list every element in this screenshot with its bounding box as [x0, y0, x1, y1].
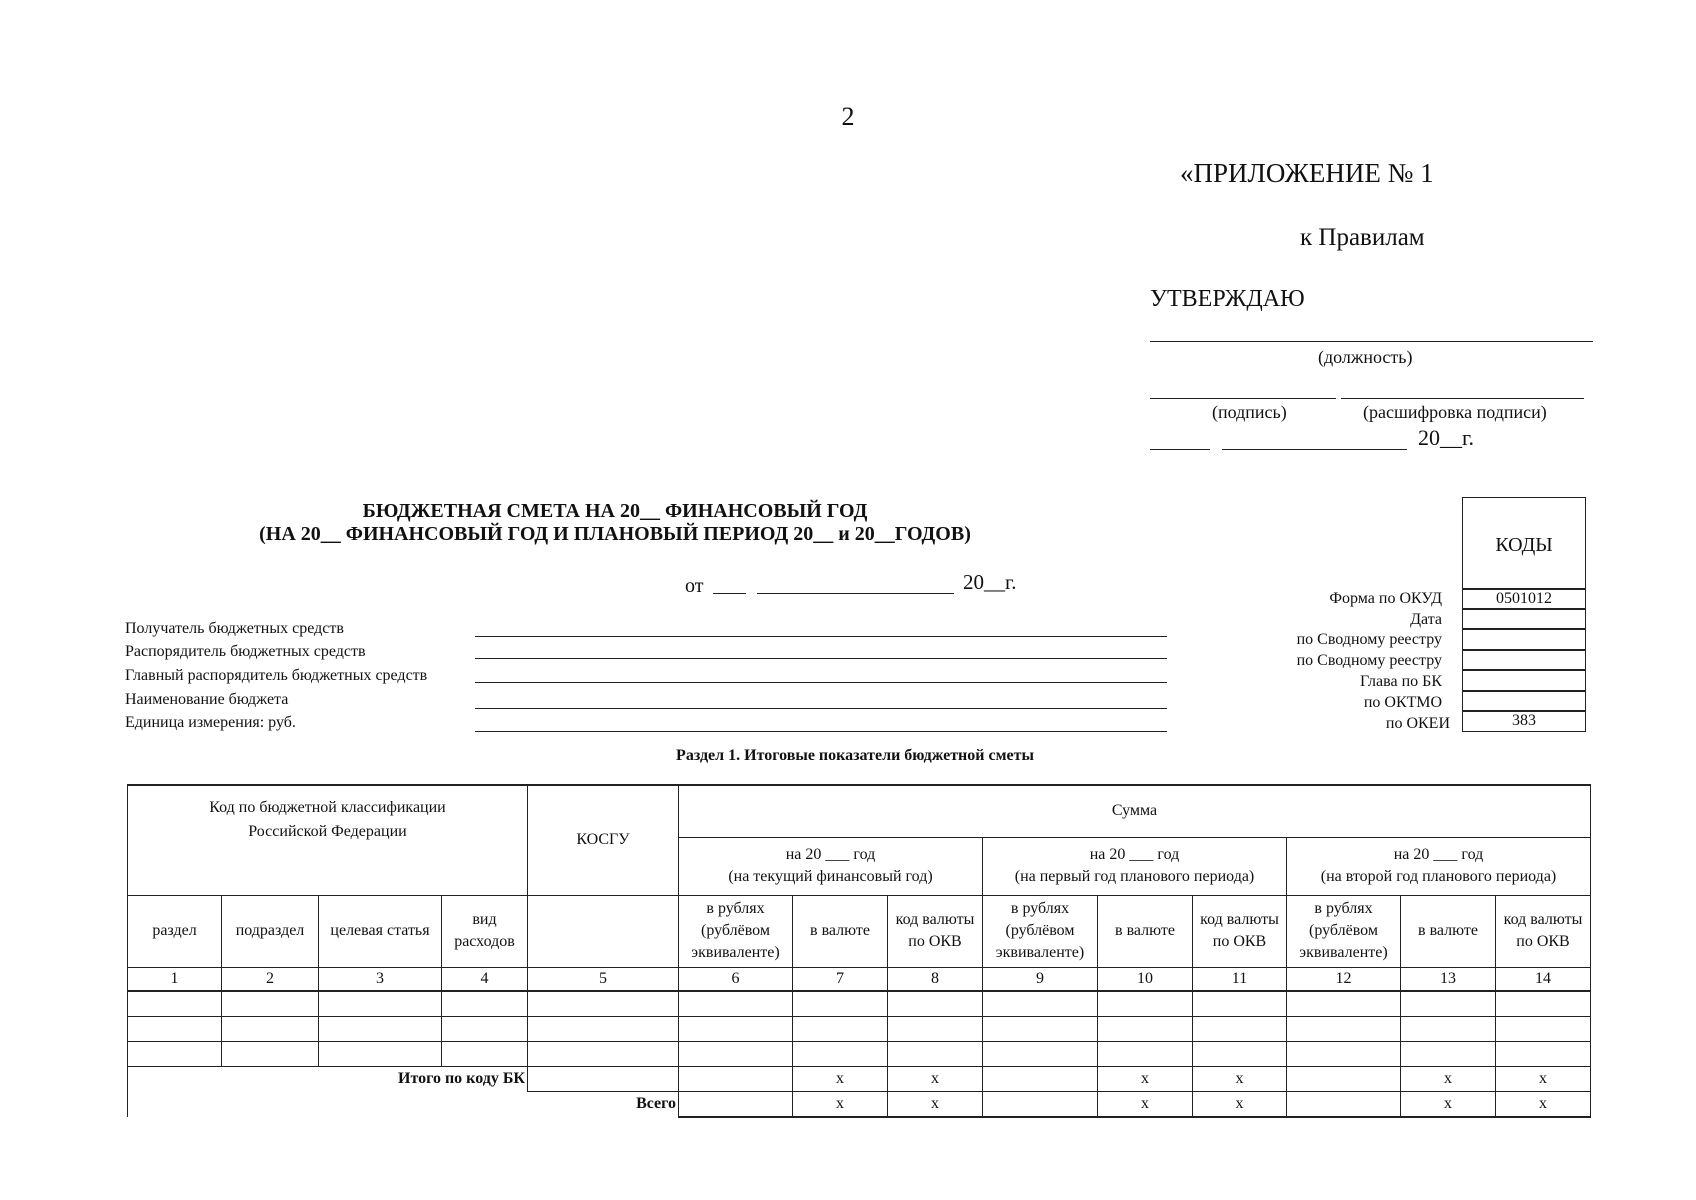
x-mark: x [1401, 1066, 1496, 1091]
x-mark: x [1496, 1091, 1591, 1117]
x-mark: x [1098, 1066, 1193, 1091]
col-number: 14 [1496, 967, 1591, 991]
document-title: БЮДЖЕТНАЯ СМЕТА НА 20__ ФИНАНСОВЫЙ ГОД [362, 500, 868, 522]
chief-manager-line [475, 682, 1167, 683]
codes-header-label: КОДЫ [1495, 534, 1553, 556]
code-label-chapter: Глава по БК [1360, 673, 1442, 690]
code-date [1462, 609, 1586, 629]
code-chapter-bk [1462, 670, 1586, 691]
table-row [128, 991, 1591, 1017]
col-number: 3 [319, 967, 442, 991]
col-okv-3: код валюты по ОКВ [1496, 895, 1591, 967]
total-bk-row [128, 1066, 1591, 1091]
label-unit: Единица измерения: руб. [125, 714, 296, 731]
col-rubles-1: в рублях (рублёвом эквиваленте) [679, 895, 793, 967]
col-section: раздел [128, 895, 222, 967]
bk-code-header: Код по бюджетной классификации Российской Федерации [128, 785, 528, 895]
appendix-title: «ПРИЛОЖЕНИЕ № 1 [1180, 158, 1434, 188]
signature-line [1150, 398, 1336, 399]
code-label-oktmo: по ОКТМО [1363, 694, 1442, 711]
col-okv-2: код валюты по ОКВ [1193, 895, 1287, 967]
appendix-subtitle: к Правилам [1300, 224, 1425, 251]
codes-header [1462, 497, 1586, 589]
page-number: 2 [841, 102, 855, 131]
col-number: 2 [222, 967, 319, 991]
total-bk-label: Итого по коду БК [128, 1066, 528, 1091]
col-number: 1 [128, 967, 222, 991]
code-oktmo [1462, 691, 1586, 711]
label-manager: Распорядитель бюджетных средств [125, 643, 366, 660]
col-currency-2: в валюте [1098, 895, 1193, 967]
approval-year: 20__г. [1418, 425, 1475, 450]
sum-header: Сумма [679, 785, 1591, 837]
date-month-line [757, 593, 954, 594]
x-mark: x [888, 1091, 983, 1117]
month-line [1222, 449, 1407, 450]
code-label-okud: Форма по ОКУД [1329, 590, 1442, 607]
code-label-okei: по ОКЕИ [1385, 715, 1450, 732]
code-label-registry-1: по Сводному реестру [1296, 631, 1442, 648]
label-recipient: Получатель бюджетных средств [125, 620, 344, 637]
decoding-caption: (расшифровка подписи) [1363, 402, 1547, 422]
col-number: 8 [888, 967, 983, 991]
x-mark: x [1193, 1066, 1287, 1091]
position-line [1150, 341, 1593, 342]
x-mark: x [793, 1066, 888, 1091]
table-row [128, 1041, 1591, 1066]
table-row [128, 1016, 1591, 1041]
period-second-header: на 20 ___ год (на второй год планового периода) [1287, 837, 1591, 895]
col-number: 5 [528, 967, 679, 991]
total-all-label: Всего [528, 1091, 679, 1117]
day-line [1150, 449, 1210, 450]
col-kosgu-spacer [528, 895, 679, 967]
x-mark: x [888, 1066, 983, 1091]
position-caption: (должность) [1318, 347, 1413, 367]
col-okv-1: код валюты по ОКВ [888, 895, 983, 967]
col-number: 6 [679, 967, 793, 991]
code-label-date: Дата [1410, 611, 1442, 628]
col-target-article: целевая статья [319, 895, 442, 967]
col-rubles-2: в рублях (рублёвом эквиваленте) [983, 895, 1098, 967]
code-registry-1 [1462, 629, 1586, 650]
col-currency-3: в валюте [1401, 895, 1496, 967]
kosgu-header: КОСГУ [528, 785, 679, 895]
code-okud: 0501012 [1462, 589, 1586, 609]
estimate-table [127, 784, 1591, 1118]
col-number: 9 [983, 967, 1098, 991]
col-number: 11 [1193, 967, 1287, 991]
section-title: Раздел 1. Итоговые показатели бюджетной сметы [676, 747, 1034, 764]
date-prefix: от [685, 575, 704, 597]
period-current-header: на 20 ___ год (на текущий финансовый год) [679, 837, 983, 895]
x-mark: x [793, 1091, 888, 1117]
x-mark: x [1401, 1091, 1496, 1117]
approval-label: УТВЕРЖДАЮ [1150, 286, 1305, 312]
code-label-registry-2: по Сводному реестру [1296, 652, 1442, 669]
col-number: 7 [793, 967, 888, 991]
period-first-header: на 20 ___ год (на первый год планового периода) [983, 837, 1287, 895]
code-registry-2 [1462, 650, 1586, 670]
col-currency-1: в валюте [793, 895, 888, 967]
col-number: 4 [442, 967, 528, 991]
manager-line [475, 658, 1167, 659]
x-mark: x [1193, 1091, 1287, 1117]
label-budget-name: Наименование бюджета [125, 691, 289, 708]
code-okei: 383 [1462, 711, 1586, 732]
recipient-line [475, 636, 1167, 637]
col-rubles-3: в рублях (рублёвом эквиваленте) [1287, 895, 1401, 967]
document-title-period: (НА 20__ ФИНАНСОВЫЙ ГОД И ПЛАНОВЫЙ ПЕРИОД 20__ и 20__ГОДОВ) [259, 523, 971, 545]
date-year: 20__г. [963, 570, 1017, 594]
date-day-line [713, 593, 746, 594]
decoding-line [1341, 398, 1584, 399]
budget-name-line [475, 708, 1167, 709]
unit-line [475, 731, 1167, 732]
col-number: 12 [1287, 967, 1401, 991]
x-mark: x [1496, 1066, 1591, 1091]
col-number: 10 [1098, 967, 1193, 991]
x-mark: x [1098, 1091, 1193, 1117]
label-chief-manager: Главный распорядитель бюджетных средств [125, 667, 428, 684]
col-expense-type: вид расходов [442, 895, 528, 967]
total-all-row [128, 1091, 1591, 1117]
col-number: 13 [1401, 967, 1496, 991]
signature-caption: (подпись) [1212, 402, 1287, 422]
col-subsection: подраздел [222, 895, 319, 967]
